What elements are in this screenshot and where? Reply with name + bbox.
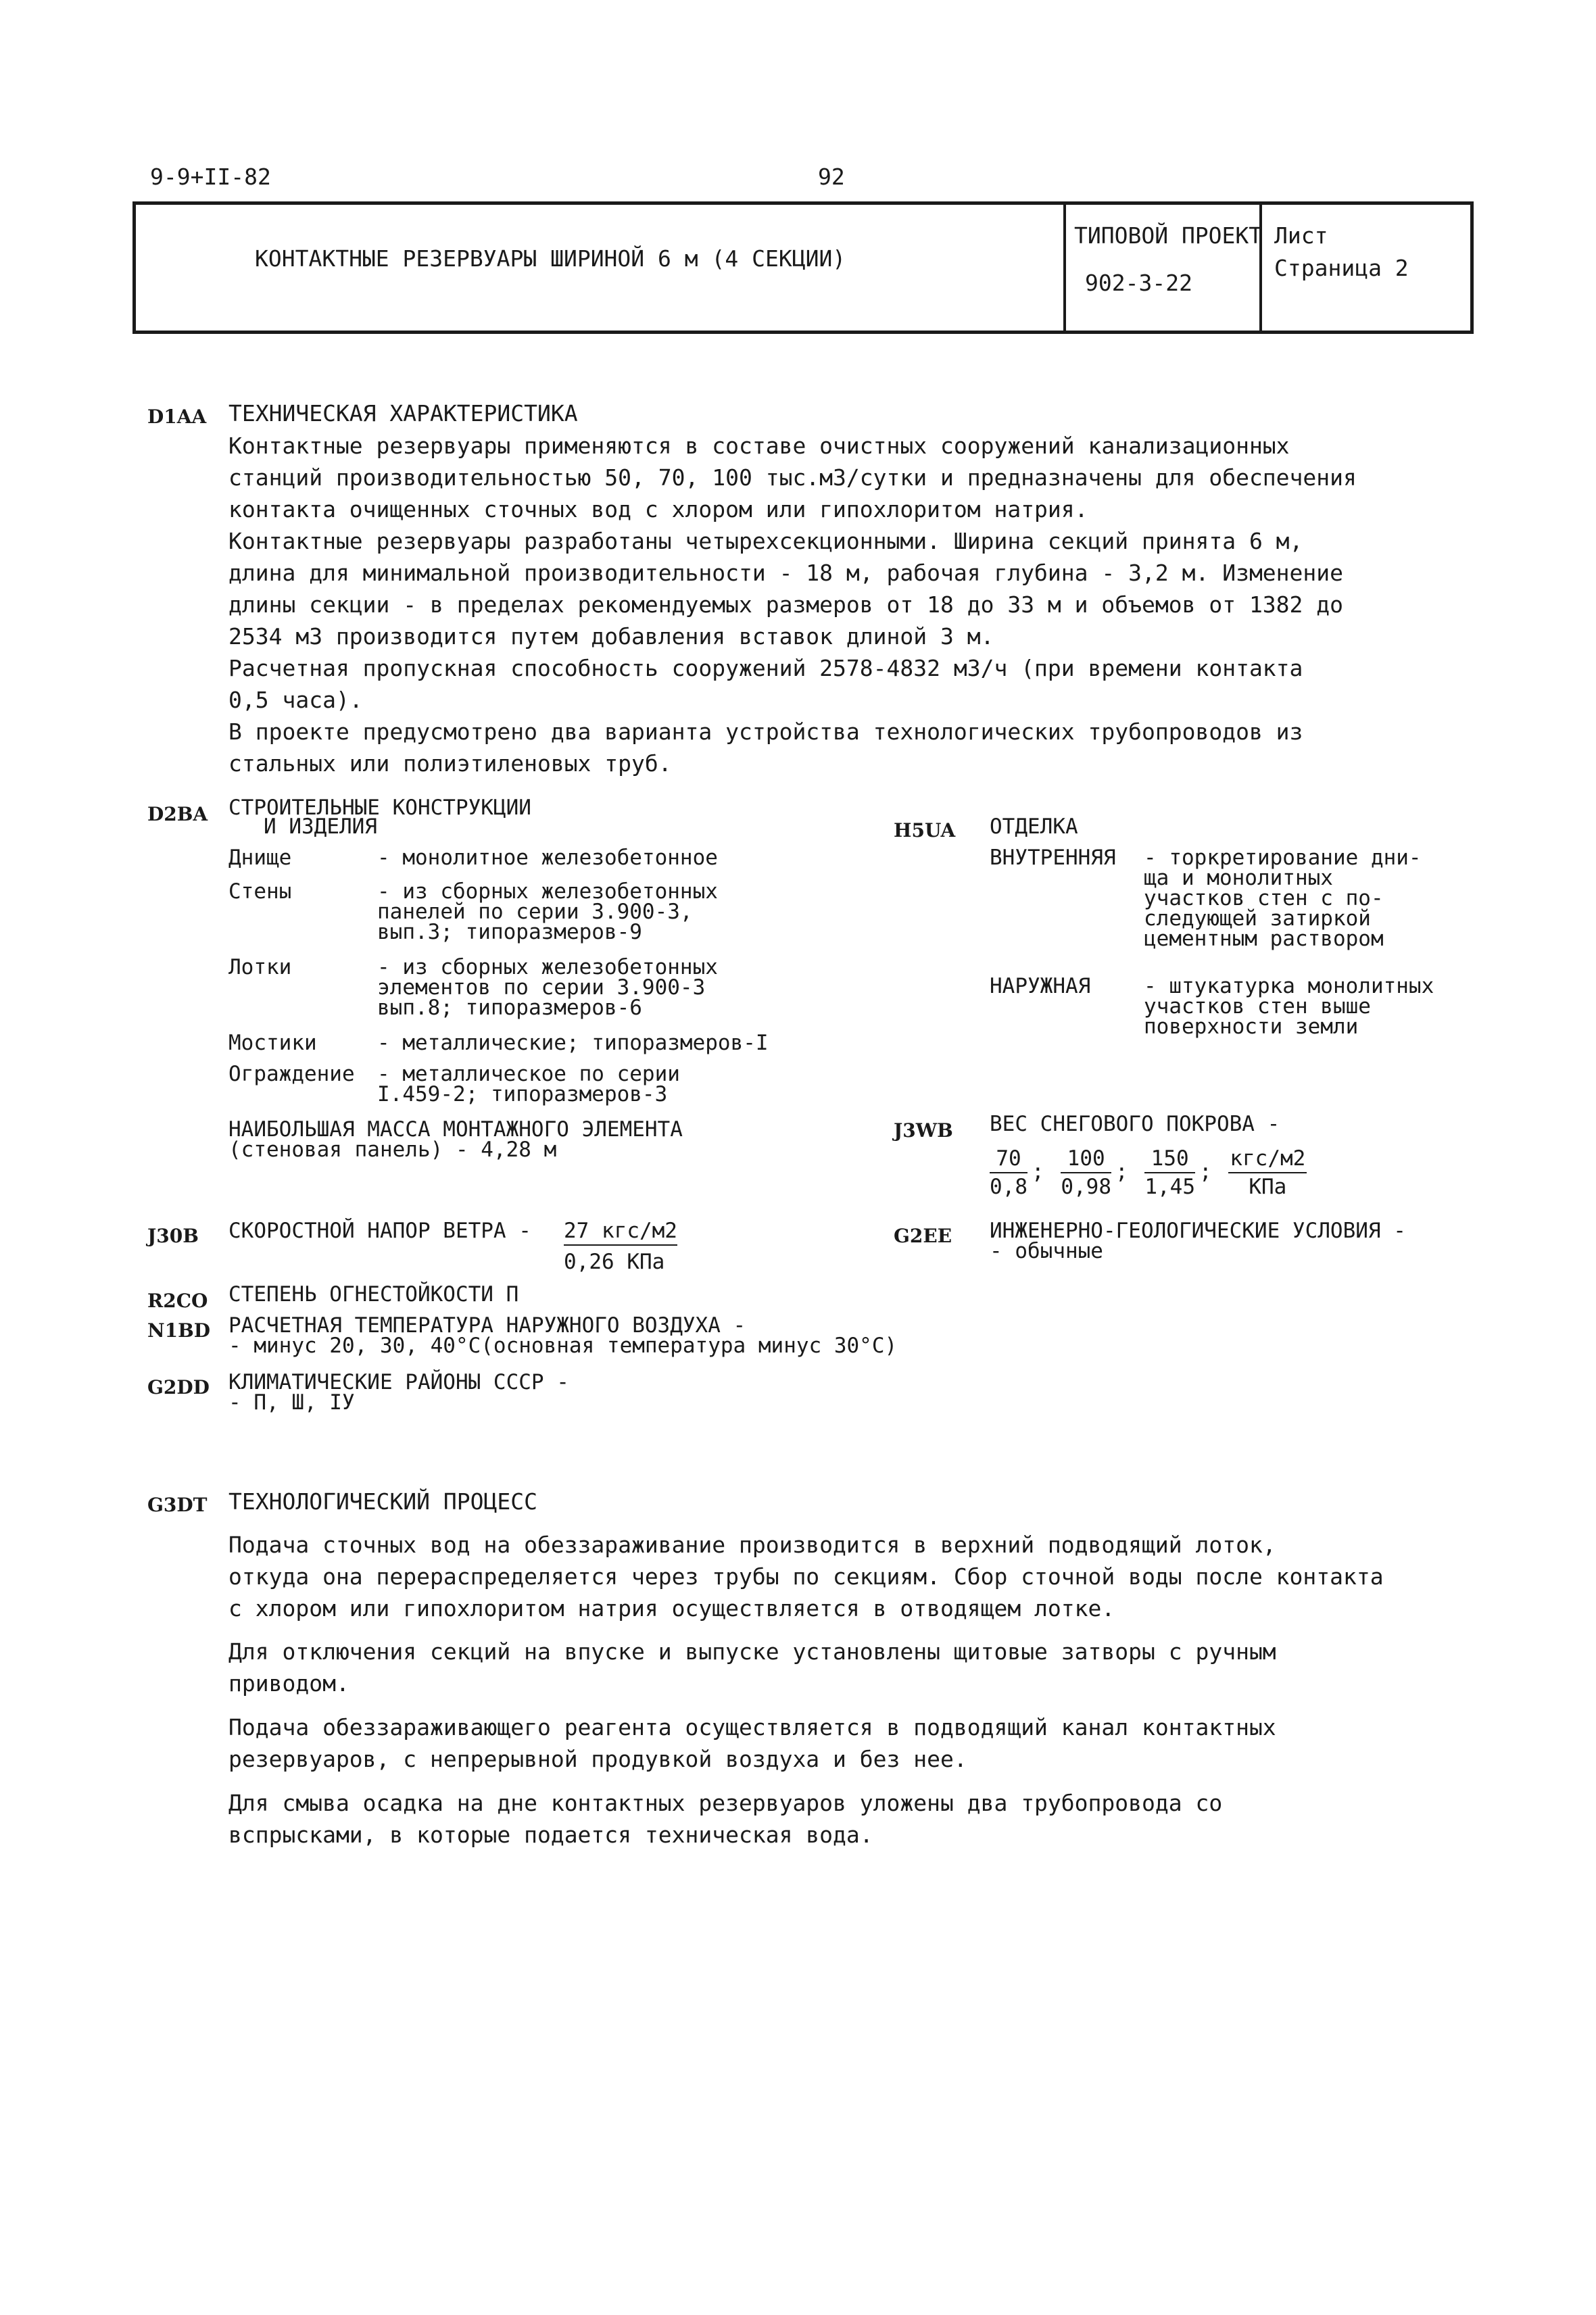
wind-label: СКОРОСТНОЙ НАПОР ВЕТРА - — [228, 1219, 531, 1243]
tech-heading: ТЕХНИЧЕСКАЯ ХАРАКТЕРИСТИКА — [228, 400, 578, 427]
item-desc: - из сборных железобетонных — [377, 955, 718, 979]
text-line: с хлором или гипохлоритом натрия осуществляется в отводящем лотке. — [228, 1595, 1115, 1622]
process-paragraph — [228, 1711, 1276, 1775]
snow-fraction: $\frac{100}{0,98}$ — [1061, 1146, 1111, 1199]
item-desc: - металлическое по серии — [377, 1062, 680, 1086]
max-mass-heading: НАИБОЛЬШАЯ МАССА МОНТАЖНОГО ЭЛЕМЕНТА — [228, 1117, 683, 1142]
section-code-process: G3DT — [147, 1494, 208, 1516]
document-code: 9-9+II-82 — [150, 164, 271, 190]
text-line: 0,5 часа). — [228, 687, 363, 713]
project-number: 902-3-22 — [1085, 270, 1192, 296]
text-line: Подача сточных вод на обеззараживание производится в верхний подводящий лоток, — [228, 1532, 1276, 1558]
item-name: Днище — [228, 846, 292, 870]
text-line: длина для минимальной производительности - 18 м, рабочая глубина - 3,2 м. Изменение — [228, 560, 1344, 586]
process-paragraph — [228, 1787, 1222, 1851]
stamp-title: КОНТАКТНЫЕ РЕЗЕРВУАРЫ ШИРИНОЙ 6 м (4 СЕКЦИИ) — [255, 245, 846, 272]
text-line: 2534 м3 производится путем добавления вставок длиной 3 м. — [228, 623, 994, 650]
climate-heading: КЛИМАТИЧЕСКИЕ РАЙОНЫ СССР - — [228, 1370, 569, 1394]
snow-values: $\frac{70}{0,8}$ ; $\frac{100}{0,98}$ ; $\frac{150}{1,45}$ ; $\frac{\text{кгс/м2}}{\text{КПа}}$ — [990, 1146, 1306, 1199]
section-code-tech: D1AA — [147, 406, 207, 428]
item-desc: вып.3; типоразмеров-9 — [377, 920, 642, 944]
process-paragraph — [228, 1529, 1384, 1624]
text-line: приводом. — [228, 1670, 349, 1697]
text-line: Контактные резервуары применяются в составе очистных сооружений канализационных — [228, 433, 1290, 459]
stamp-sheet-cell — [1259, 205, 1465, 331]
text-line: Расчетная пропускная способность сооружений 2578-4832 м3/ч (при времени контакта — [228, 655, 1303, 681]
finish-internal-desc: - торкретирование дни- — [1144, 846, 1422, 870]
process-heading: ТЕХНОЛОГИЧЕСКИЙ ПРОЦЕСС — [228, 1488, 537, 1515]
finish-internal-desc: следующей затиркой — [1144, 906, 1371, 931]
section-code-fire: R2CO — [147, 1290, 208, 1312]
text-line: резервуаров, с непрерывной продувкой воздуха и без нее. — [228, 1746, 967, 1772]
finish-external-desc: участков стен выше — [1144, 994, 1371, 1019]
wind-value-kpa: 0,26 КПа — [564, 1250, 665, 1274]
item-desc: панелей по серии 3.900-3, — [377, 900, 693, 924]
item-name: Лотки — [228, 955, 292, 979]
finish-external-desc: поверхности земли — [1144, 1015, 1359, 1039]
text-line: стальных или полиэтиленовых труб. — [228, 750, 672, 777]
snow-fraction: $\frac{70}{0,8}$ — [990, 1146, 1027, 1199]
section-code-geology: G2EE — [894, 1225, 952, 1247]
section-code-snow: J3WB — [894, 1119, 953, 1142]
stamp-project-cell — [1063, 205, 1262, 331]
snow-heading: ВЕС СНЕГОВОГО ПОКРОВА - — [990, 1112, 1280, 1136]
section-code-wind: J30B — [147, 1225, 199, 1247]
climate-value: - П, Ш, IУ — [228, 1390, 355, 1415]
page-label: Страница 2 — [1274, 255, 1409, 281]
item-desc: вып.8; типоразмеров-6 — [377, 996, 642, 1020]
page-number: 92 — [818, 164, 845, 190]
fire-resistance: СТЕПЕНЬ ОГНЕСТОЙКОСТИ П — [228, 1282, 519, 1307]
tech-paragraphs — [228, 430, 1357, 779]
section-code-structures: D2BA — [147, 803, 208, 825]
structures-heading-2: И ИЗДЕЛИЯ — [264, 814, 377, 839]
text-line: длины секции - в пределах рекомендуемых размеров от 18 до 33 м и объемов от 1382 до — [228, 591, 1344, 618]
project-label: ТИПОВОЙ ПРОЕКТ — [1074, 222, 1263, 249]
item-name: Мостики — [228, 1031, 317, 1055]
section-code-finish: H5UA — [894, 819, 956, 842]
text-line: контакта очищенных сточных вод с хлором или гипохлоритом натрия. — [228, 496, 1088, 522]
finish-internal-label: ВНУТРЕННЯЯ — [990, 846, 1116, 870]
max-mass-value: (стеновая панель) - 4,28 м — [228, 1138, 557, 1162]
section-code-climate: G2DD — [147, 1376, 210, 1398]
snow-unit-fraction: $\frac{\text{кгс/м2}}{\text{КПа}}$ — [1230, 1146, 1306, 1199]
text-line: Для смыва осадка на дне контактных резервуаров уложены два трубопровода со — [228, 1790, 1223, 1816]
finish-external-label: НАРУЖНАЯ — [990, 974, 1091, 998]
finish-heading: ОТДЕЛКА — [990, 814, 1078, 839]
text-line: станций производительностью 50, 70, 100 тыс.м3/сутки и предназначены для обеспечения — [228, 464, 1357, 491]
temperature-heading: РАСЧЕТНАЯ ТЕМПЕРАТУРА НАРУЖНОГО ВОЗДУХА - — [228, 1313, 746, 1338]
item-desc: I.459-2; типоразмеров-3 — [377, 1082, 668, 1106]
snow-fraction: $\frac{150}{1,45}$ — [1144, 1146, 1195, 1199]
text-line: Для отключения секций на впуске и выпуске установлены щитовые затворы с ручным — [228, 1638, 1276, 1665]
item-desc: - монолитное железобетонное — [377, 846, 718, 870]
finish-internal-desc: ща и монолитных — [1144, 866, 1333, 890]
text-line: В проекте предусмотрено два варианта устройства технологических трубопроводов из — [228, 718, 1303, 745]
process-paragraph — [228, 1636, 1276, 1699]
item-name: Стены — [228, 879, 292, 904]
wind-value: 27 кгс/м2 — [564, 1221, 677, 1246]
text-line: Контактные резервуары разработаны четырехсекционными. Ширина секций принята 6 м, — [228, 528, 1303, 554]
text-line: Подача обеззараживающего реагента осуществляется в подводящий канал контактных — [228, 1714, 1276, 1740]
finish-external-desc: - штукатурка монолитных — [1144, 974, 1434, 998]
geology-heading: ИНЖЕНЕРНО-ГЕОЛОГИЧЕСКИЕ УСЛОВИЯ - — [990, 1219, 1406, 1243]
structures-heading: СТРОИТЕЛЬНЫЕ КОНСТРУКЦИИ — [228, 796, 531, 820]
title-stamp — [132, 201, 1474, 334]
temperature-value: - минус 20, 30, 40°С(основная температура минус 30°С) — [228, 1334, 898, 1358]
item-desc: - из сборных железобетонных — [377, 879, 718, 904]
item-name: Ограждение — [228, 1062, 355, 1086]
text-line: откуда она перераспределяется через трубы по секциям. Сбор сточной воды после контакта — [228, 1563, 1384, 1590]
section-code-temperature: N1BD — [147, 1319, 211, 1342]
geology-value: - обычные — [990, 1239, 1103, 1263]
text-line: вспрысками, в которые подается техническая вода. — [228, 1822, 873, 1848]
item-desc: - металлические; типоразмеров-I — [377, 1031, 769, 1055]
finish-internal-desc: участков стен с по- — [1144, 886, 1384, 910]
item-desc: элементов по серии 3.900-3 — [377, 975, 706, 1000]
sheet-label: Лист — [1274, 222, 1328, 249]
finish-internal-desc: цементным раствором — [1144, 927, 1384, 951]
